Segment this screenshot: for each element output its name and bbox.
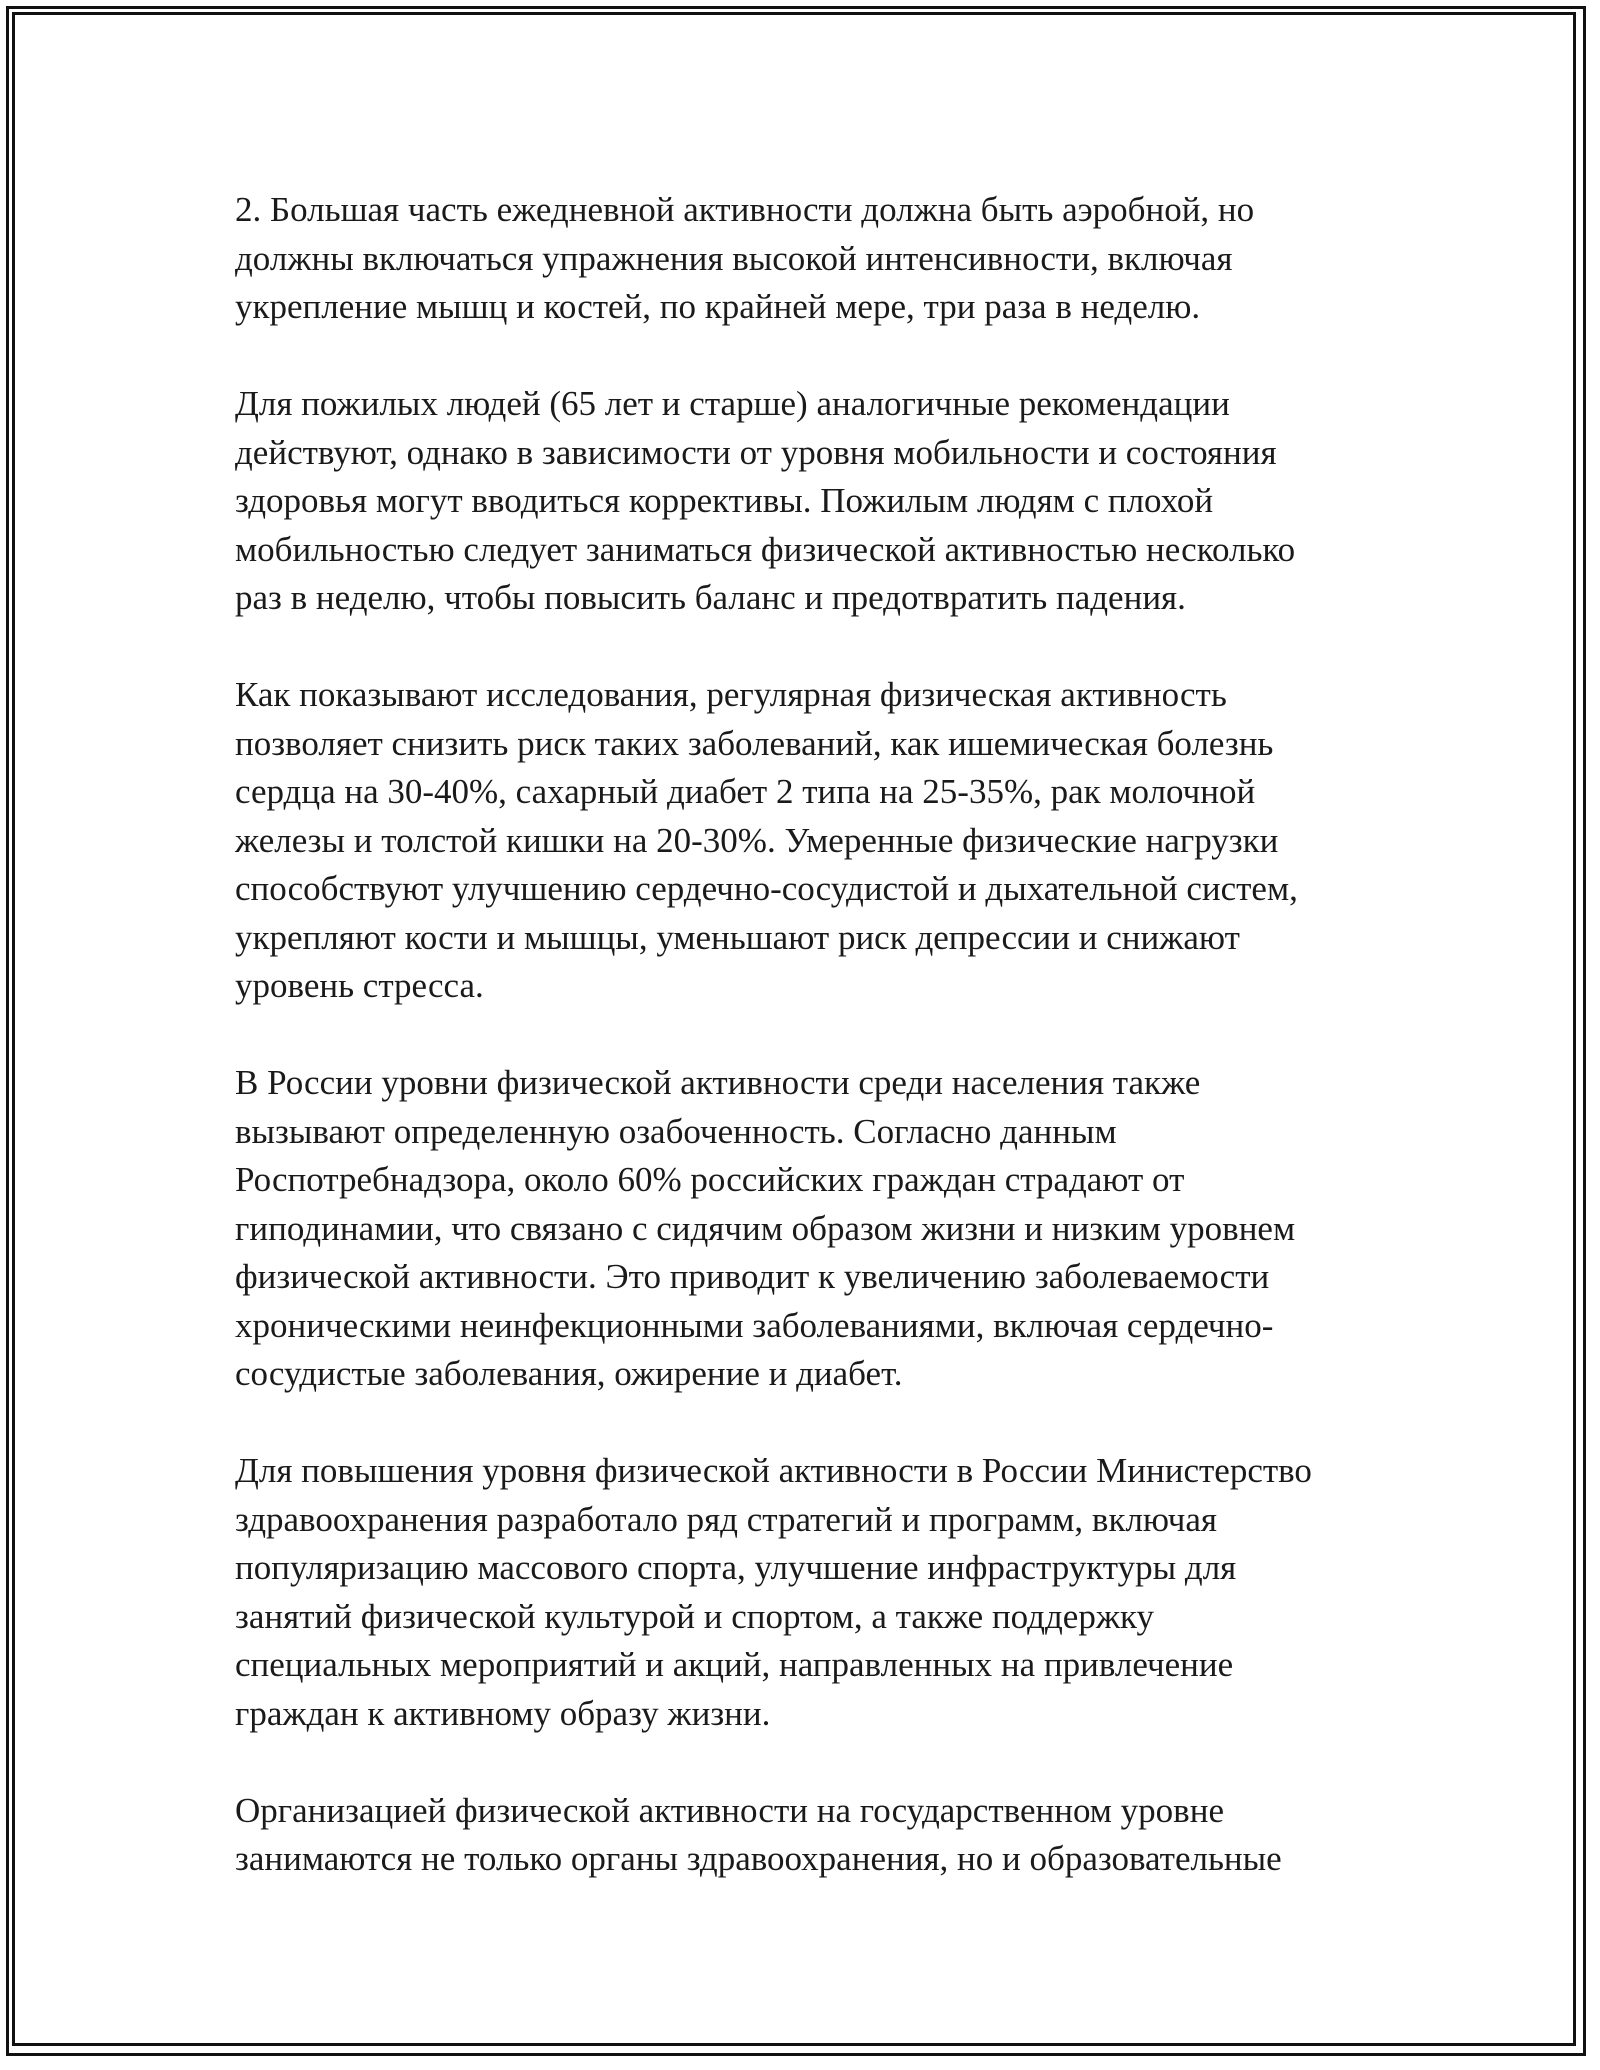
paragraph-1: 2. Большая часть ежедневной активности должна быть аэробной, но должны включаться упражнения высокой интенсивности, включая укрепление мышц и костей, по крайней мере, три раза в неделю.: [235, 190, 1255, 326]
paragraph-3: Как показывают исследования, регулярная физическая активность позволяет снизить риск таких заболеваний, как ишемическая болезнь сердца на 30-40%, сахарный диабет 2 типа на 25-35%, рак молочной железы и толстой кишки на 20-30%. Умеренные физические нагрузки способствуют улучшению сердечно-сосудистой и дыхательной систем, укрепляют кости и мышцы, уменьшают риск депрессии и снижают уровень стресса.: [235, 675, 1298, 1005]
paragraph-2: Для пожилых людей (65 лет и старше) аналогичные рекомендации действуют, однако в зависимости от уровня мобильности и состояния здоровья могут вводиться коррективы. Пожилым людям с плохой мобильностью следует заниматься физической активностью несколько раз в неделю, чтобы повысить баланс и предотвратить падения.: [235, 384, 1296, 617]
paragraph-6: Организацией физической активности на государственном уровне занимаются не только органы здравоохранения, но и образовательные: [235, 1790, 1282, 1878]
paragraph-5: Для повышения уровня физической активности в России Министерство здравоохранения разработало ряд стратегий и программ, включая популяризацию массового спорта, улучшение инфраструктуры для занятий физической культурой и спортом, а также поддержку специальных мероприятий и акций, направленных на привлечение граждан к активному образу жизни.: [235, 1451, 1312, 1733]
paragraph-4: В России уровни физической активности среди населения также вызывают определенную озабоченность. Согласно данным Роспотребнадзора, около 60% российских граждан страдают от гиподинамии, что связано с сидячим образом жизни и низким уровнем физической активности. Это приводит к увеличению заболеваемости хроническими неинфекционными заболеваниями, включая сердечно- сосудистые заболевания, ожирение и диабет.: [235, 1063, 1296, 1393]
document-body: [235, 186, 1380, 1932]
